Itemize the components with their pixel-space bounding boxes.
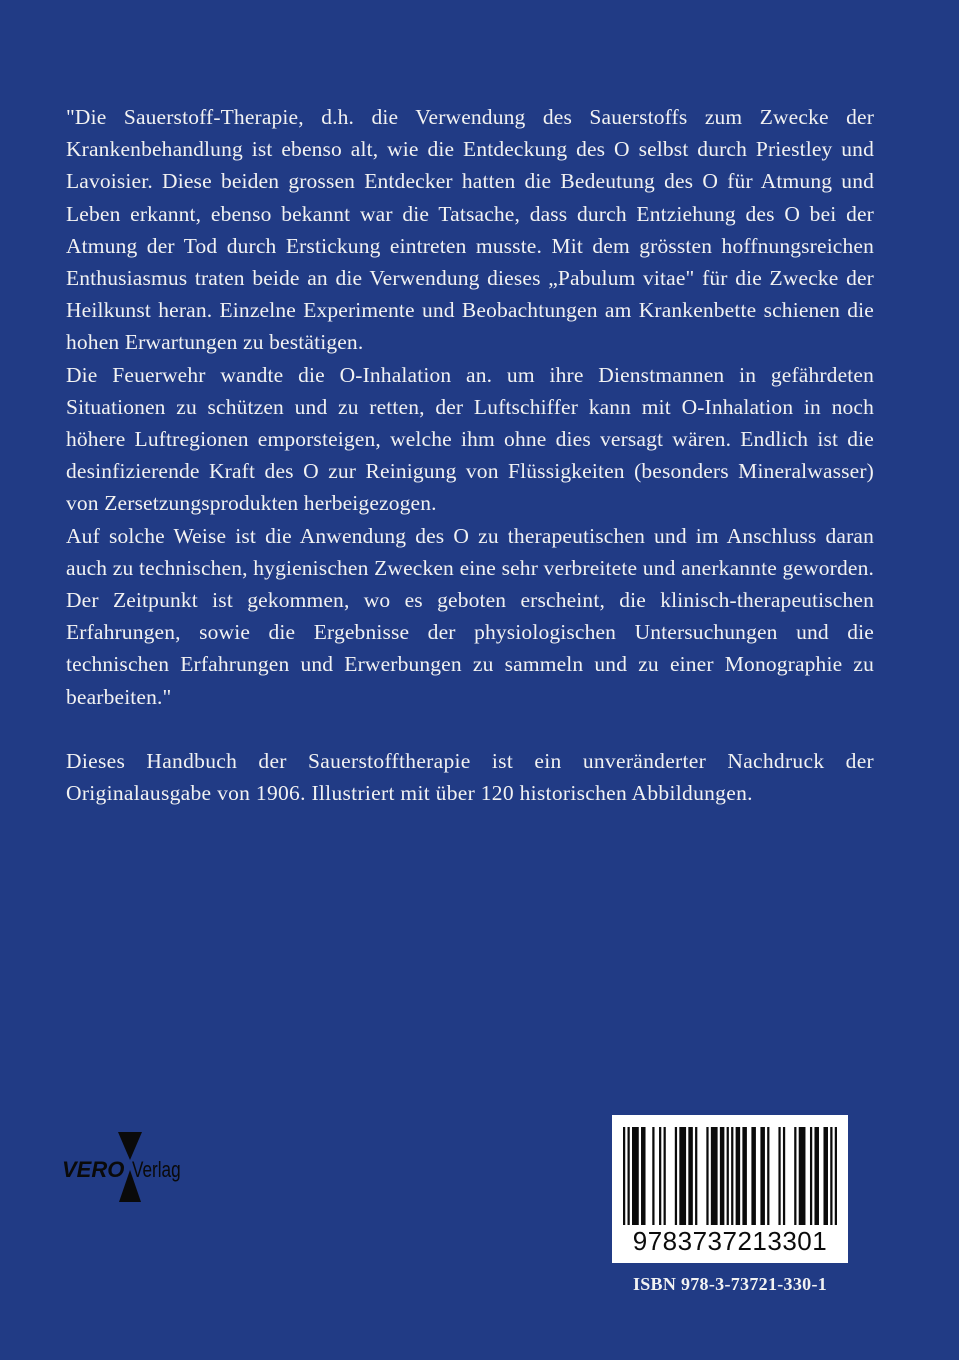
barcode-bar-18 xyxy=(742,1127,747,1225)
logo-text-verlag: Verlag xyxy=(132,1158,181,1183)
vero-verlag-logo xyxy=(60,1130,192,1204)
barcode-bar-15 xyxy=(727,1127,729,1225)
barcode-bar-8 xyxy=(675,1127,677,1225)
barcode-bar-23 xyxy=(783,1127,785,1225)
barcode-bar-17 xyxy=(736,1127,741,1225)
barcode-bar-25 xyxy=(799,1127,806,1225)
barcode-bar-26 xyxy=(810,1127,812,1225)
barcode-bar-21 xyxy=(767,1127,769,1225)
quote-paragraph-2: Die Feuerwehr wandte die O-Inhalation an. um ihre Dienstmannen in gefährdeten Situationen zu schützen und zu retten, der Luftschiffer kann mit O-Inhalation in noch höhere Luftregionen emporsteigen, welche ihm ohne dies versagt wären. Endlich ist die desinfizierende Kraft des O zur Reinigung von Flüssigkeiten (besonders Mineralwasser) von Zersetzungsprodukten herbeigezogen. xyxy=(66,362,874,516)
barcode-bar-30 xyxy=(835,1127,837,1225)
barcode-bar-20 xyxy=(760,1127,765,1225)
barcode-bar-4 xyxy=(641,1127,646,1225)
logo-graphic xyxy=(60,1130,192,1204)
barcode-bar-24 xyxy=(794,1127,796,1225)
barcode-bars xyxy=(623,1127,837,1225)
quote-paragraph-3: Auf solche Weise ist die Anwendung des O zu therapeutischen und im Anschluss daran auch zu technischen, hygienischen Zwecken eine sehr verbreitete und anerkannte geworden. Der Zeitpunkt ist gekommen, wo es geboten erscheint, die klinisch-therapeutischen Erfahrungen, sowie die Ergebnisse der physiologischen Untersuchungen und die technischen Erfahrungen und Erwerbungen zu sammeln und zu einer Monographie zu bearbeiten." xyxy=(66,523,874,709)
back-cover-blurb xyxy=(66,101,874,809)
barcode-bar-29 xyxy=(830,1127,832,1225)
barcode-digits: 9783737213301 xyxy=(632,1226,828,1256)
quote-paragraph-1: "Die Sauerstoff-Therapie, d.h. die Verwendung des Sauerstoffs zum Zwecke der Krankenbehandlung ist ebenso alt, wie die Entdeckung des O selbst durch Priestley und Lavoisier. Diese beiden grossen Entdecker hatten die Bedeutung des O für Atmung und Leben erkannt, ebenso bekannt war die Tatsache, dass durch Entziehung des O bei der Atmung der Tod durch Erstickung eintreten musste. Mit dem grössten hoffnungsreichen Enthusiasmus traten beide an die Verwendung dieses „Pabulum vitae" für die Zwecke der Heilkunst heran. Einzelne Experimente und Beobachtungen am Krankenbette schienen die hohen Erwartungen zu bestätigen. xyxy=(66,105,874,355)
barcode-bar-28 xyxy=(823,1127,828,1225)
barcode-bar-14 xyxy=(720,1127,725,1225)
logo-text-vero: VERO xyxy=(62,1157,125,1182)
barcode-bar-12 xyxy=(706,1127,708,1225)
barcode-bar-1 xyxy=(623,1127,625,1225)
barcode-bar-6 xyxy=(659,1127,661,1225)
barcode-bar-11 xyxy=(695,1127,697,1225)
barcode-bar-16 xyxy=(731,1127,733,1225)
logo-upper-triangle xyxy=(118,1132,142,1160)
barcode-bar-19 xyxy=(751,1127,756,1225)
barcode-bar-13 xyxy=(711,1127,718,1225)
barcode-bar-2 xyxy=(628,1127,630,1225)
barcode-bar-7 xyxy=(664,1127,666,1225)
barcode-bar-22 xyxy=(778,1127,780,1225)
barcode-bar-9 xyxy=(679,1127,686,1225)
barcode-bar-27 xyxy=(814,1127,819,1225)
barcode-bar-10 xyxy=(688,1127,693,1225)
isbn-barcode xyxy=(612,1115,848,1263)
edition-note: Dieses Handbuch der Sauerstofftherapie ist ein unveränderter Nachdruck der Originalausgabe von 1906. Illustriert mit über 120 historischen Abbildungen. xyxy=(66,748,874,806)
barcode-bar-5 xyxy=(652,1127,654,1225)
isbn-number: ISBN 978-3-73721-330-1 xyxy=(632,1274,828,1294)
barcode-bar-3 xyxy=(632,1127,639,1225)
